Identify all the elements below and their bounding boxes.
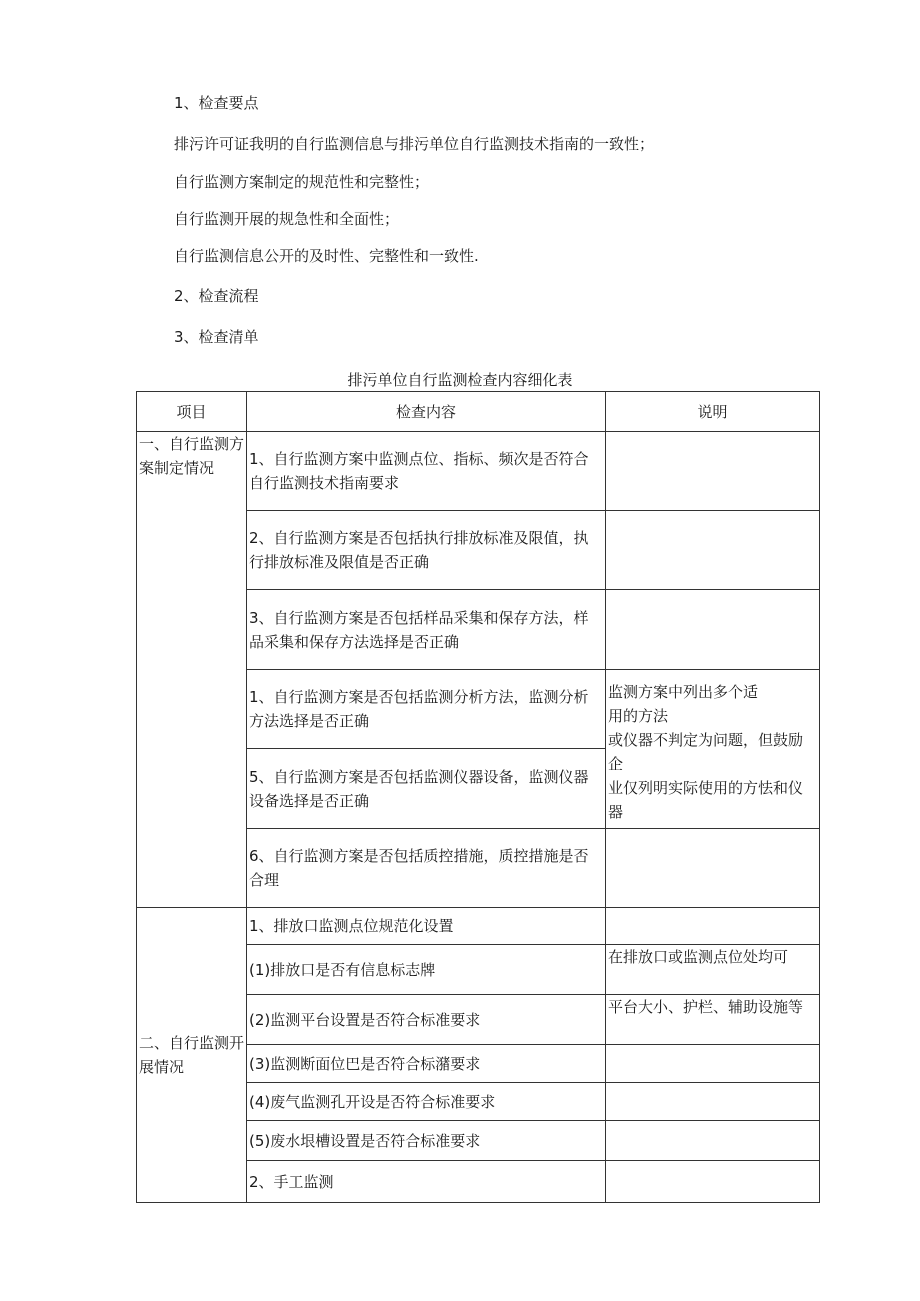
section1-row-4: 1、自行监测方案是否包括监测分析方法，监测分析方法选择是否正确: [247, 670, 606, 749]
section1-row-3: 3、自行监测方案是否包括样品采集和保存方法，样品采集和保存方法选择是否正确: [247, 590, 606, 670]
section1-note-method: [606, 670, 820, 829]
section1-row-5: 5、自行监测方案是否包括监测仪器设备，监测仪器设备选择是否正确: [247, 749, 606, 829]
table-row: [137, 432, 820, 511]
section1-note-2: [606, 511, 820, 590]
section1-row-2: 2、自行监测方案是否包括执行排放标准及限值，执行排放标准及限值是否正确: [247, 511, 606, 590]
note-line: 用的方法: [608, 707, 669, 725]
section1-label: 一、自行监测方案制定情况: [137, 432, 247, 908]
section2-row-3: (2)监测平台设置是否符合标准要求: [247, 995, 606, 1045]
para-4: 自行监测开展的规急性和全面性；: [174, 210, 400, 228]
section2-note-7: [606, 1161, 820, 1203]
section1-note-6: [606, 829, 820, 908]
section2-row-1: 1、排放口监测点位规范化设置: [247, 908, 606, 945]
section2-note-2: 在排放口或监测点位处均可: [606, 945, 820, 995]
section2-row-7: 2、手工监测: [247, 1161, 606, 1203]
section1-row-1: 1、自行监测方案中监测点位、指标、频次是否符合自行监测技术指南要求: [247, 432, 606, 511]
para-7: 3、检查清单: [174, 328, 259, 346]
section1-row-6: 6、自行监测方案是否包括质控措施，质控措施是否合理: [247, 829, 606, 908]
section2-row-4: (3)监测断面位巴是否符合标潴要求: [247, 1045, 606, 1083]
section2-row-6: (5)废水垠槽设置是否符合标准要求: [247, 1121, 606, 1161]
header-item: 项目: [137, 392, 247, 432]
para-2: 排污许可证我明的自行监测信息与排污单位自行监测技术指南的一致性；: [174, 135, 655, 153]
section2-note-4: [606, 1045, 820, 1083]
para-6: 2、检查流程: [174, 287, 259, 305]
table-row: [137, 908, 820, 945]
para-1: 1、检查要点: [174, 94, 259, 112]
section2-note-3: 平台大小、护栏、辅助设施等: [606, 995, 820, 1045]
section2-row-5: (4)废气监测孔开设是否符合标准要求: [247, 1083, 606, 1121]
section1-note-1: [606, 432, 820, 511]
section2-note-6: [606, 1121, 820, 1161]
table-header-row: [137, 392, 820, 432]
header-note: 说明: [606, 392, 820, 432]
para-5: 自行监测信息公开的及时性、完整性和一致性.: [174, 247, 479, 265]
table-caption: 排污单位自行监测检查内容细化表: [347, 371, 573, 389]
section2-label: 二、自行监测开展情况: [137, 908, 247, 1203]
section1-note-3: [606, 590, 820, 670]
header-content: 检查内容: [247, 392, 606, 432]
note-line: 业仅列明实际使用的方怯和仪器: [608, 779, 804, 821]
note-line: 监测方案中列出多个适: [608, 683, 759, 701]
inspection-table: [136, 391, 820, 1203]
note-line: 或仪器不判定为问题，但鼓励企: [608, 731, 804, 773]
section2-note-5: [606, 1083, 820, 1121]
para-3: 自行监测方案制定的规范性和完整性；: [174, 173, 430, 191]
section2-row-2: (1)排放口是否有信息标志牌: [247, 945, 606, 995]
section2-note-1: [606, 908, 820, 945]
